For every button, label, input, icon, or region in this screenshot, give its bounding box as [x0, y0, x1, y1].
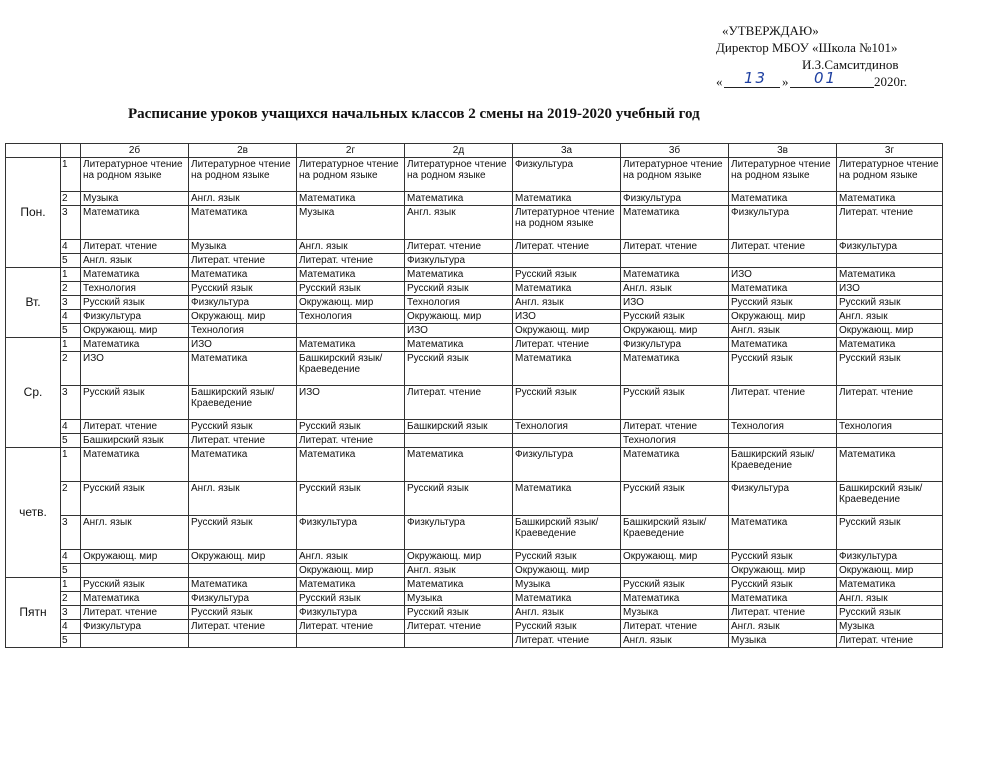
lesson-cell: Литерат. чтение — [297, 254, 405, 268]
lesson-row — [6, 338, 943, 352]
lesson-cell: Русский язык — [837, 296, 943, 310]
lesson-number: 5 — [61, 564, 81, 578]
lesson-row — [6, 268, 943, 282]
lesson-number: 5 — [61, 634, 81, 648]
lesson-cell: Физкультура — [405, 254, 513, 268]
lesson-cell: Музыка — [297, 206, 405, 240]
lesson-cell: Математика — [729, 192, 837, 206]
lesson-cell: Англ. язык — [405, 564, 513, 578]
lesson-cell: Математика — [297, 338, 405, 352]
date-underline — [790, 87, 874, 88]
lesson-cell: Русский язык — [621, 386, 729, 420]
lesson-cell: Математика — [81, 592, 189, 606]
lesson-cell: Математика — [729, 516, 837, 550]
lesson-cell: Англ. язык — [297, 550, 405, 564]
date-underline — [724, 87, 780, 88]
day-label: Вт. — [6, 268, 61, 338]
lesson-row — [6, 634, 943, 648]
lesson-row — [6, 516, 943, 550]
lesson-cell: Русский язык — [405, 282, 513, 296]
lesson-number: 2 — [61, 282, 81, 296]
lesson-cell: Литературное чтение на родном языке — [729, 158, 837, 192]
lesson-cell: Русский язык — [729, 296, 837, 310]
lesson-cell: Математика — [837, 338, 943, 352]
lesson-cell: Математика — [837, 268, 943, 282]
lesson-cell: Физкультура — [837, 550, 943, 564]
lesson-cell: Русский язык — [729, 352, 837, 386]
lesson-cell: Литерат. чтение — [189, 620, 297, 634]
lesson-cell: Математика — [189, 206, 297, 240]
lesson-cell: Литерат. чтение — [729, 386, 837, 420]
lesson-cell: Литерат. чтение — [81, 240, 189, 254]
class-header: 2д — [405, 144, 513, 158]
lesson-cell: Математика — [621, 448, 729, 482]
lesson-cell: Литературное чтение на родном языке — [405, 158, 513, 192]
lesson-number: 1 — [61, 338, 81, 352]
lesson-cell: Башкирский язык/ Краеведение — [837, 482, 943, 516]
lesson-cell: Математика — [621, 268, 729, 282]
lesson-cell: Математика — [621, 206, 729, 240]
lesson-cell: Литерат. чтение — [81, 420, 189, 434]
lesson-cell: Математика — [837, 578, 943, 592]
lesson-cell: Литерат. чтение — [405, 386, 513, 420]
lesson-cell: Литературное чтение на родном языке — [81, 158, 189, 192]
lesson-cell: Англ. язык — [837, 592, 943, 606]
lesson-row — [6, 282, 943, 296]
lesson-cell — [729, 434, 837, 448]
lesson-cell: Англ. язык — [621, 634, 729, 648]
lesson-cell — [81, 564, 189, 578]
lesson-cell: Русский язык — [837, 606, 943, 620]
lesson-cell: Математика — [297, 268, 405, 282]
lesson-cell: Физкультура — [513, 158, 621, 192]
class-header: 3г — [837, 144, 943, 158]
lesson-number: 3 — [61, 206, 81, 240]
lesson-cell: Физкультура — [621, 338, 729, 352]
page-title: Расписание уроков учащихся начальных классов 2 смены на 2019-2020 учебный год — [128, 106, 700, 122]
lesson-cell — [405, 434, 513, 448]
lesson-cell: Русский язык — [189, 606, 297, 620]
lesson-cell: Литерат. чтение — [621, 620, 729, 634]
lesson-cell: Окружающ. мир — [81, 324, 189, 338]
lesson-cell: Математика — [405, 268, 513, 282]
corner-cell — [6, 144, 61, 158]
lesson-cell: Технология — [837, 420, 943, 434]
lesson-row — [6, 578, 943, 592]
lesson-cell: ИЗО — [621, 296, 729, 310]
lesson-cell: Математика — [405, 192, 513, 206]
lesson-cell — [621, 254, 729, 268]
lesson-cell: Математика — [297, 448, 405, 482]
lesson-number: 1 — [61, 448, 81, 482]
approval-director: Директор МБОУ «Школа №101» — [716, 40, 898, 55]
lesson-cell: Математика — [513, 282, 621, 296]
lesson-cell: Математика — [513, 192, 621, 206]
lesson-cell: Башкирский язык/ Краеведение — [729, 448, 837, 482]
lesson-cell: Башкирский язык/ Краеведение — [189, 386, 297, 420]
lesson-row — [6, 254, 943, 268]
lesson-number: 5 — [61, 324, 81, 338]
lesson-cell: Башкирский язык/ Краеведение — [513, 516, 621, 550]
lesson-cell: Литерат. чтение — [297, 434, 405, 448]
lesson-cell — [81, 634, 189, 648]
lesson-cell — [297, 634, 405, 648]
lesson-cell: ИЗО — [837, 282, 943, 296]
lesson-cell: Англ. язык — [729, 620, 837, 634]
lesson-cell: Музыка — [405, 592, 513, 606]
lesson-row — [6, 420, 943, 434]
lesson-cell: Математика — [513, 482, 621, 516]
date-month: 01 — [814, 69, 838, 87]
class-header: 3б — [621, 144, 729, 158]
lesson-cell: Русский язык — [621, 310, 729, 324]
approval-stamp — [716, 22, 956, 91]
lesson-cell: Русский язык — [837, 352, 943, 386]
lesson-number: 1 — [61, 158, 81, 192]
approval-name: И.З.Самситдинов — [802, 57, 899, 72]
class-header: 3а — [513, 144, 621, 158]
lesson-cell: Математика — [513, 352, 621, 386]
lesson-cell: Окружающ. мир — [837, 324, 943, 338]
class-header: 3в — [729, 144, 837, 158]
lesson-cell: Окружающ. мир — [189, 550, 297, 564]
lesson-cell: Технология — [729, 420, 837, 434]
lesson-cell: Окружающ. мир — [729, 310, 837, 324]
lesson-cell: Англ. язык — [189, 482, 297, 516]
lesson-cell: Литерат. чтение — [837, 386, 943, 420]
lesson-row — [6, 310, 943, 324]
lesson-cell: ИЗО — [81, 352, 189, 386]
lesson-row — [6, 158, 943, 192]
lesson-cell: Литературное чтение на родном языке — [513, 206, 621, 240]
date-open-quote: « — [716, 74, 723, 89]
lesson-cell: Окружающ. мир — [405, 310, 513, 324]
lesson-cell: Англ. язык — [837, 310, 943, 324]
lesson-row — [6, 448, 943, 482]
lesson-number: 4 — [61, 620, 81, 634]
lesson-cell — [513, 254, 621, 268]
lesson-cell: Русский язык — [621, 578, 729, 592]
lesson-cell: Математика — [297, 578, 405, 592]
lesson-cell: Окружающ. мир — [729, 564, 837, 578]
lesson-cell: Окружающ. мир — [621, 550, 729, 564]
lesson-number: 2 — [61, 352, 81, 386]
lesson-cell: ИЗО — [513, 310, 621, 324]
lesson-number: 3 — [61, 516, 81, 550]
lesson-cell: ИЗО — [405, 324, 513, 338]
date-day: 13 — [744, 69, 768, 87]
lesson-cell: Технология — [405, 296, 513, 310]
day-label: Ср. — [6, 338, 61, 448]
lesson-cell: Музыка — [189, 240, 297, 254]
schedule-table — [5, 143, 943, 648]
lesson-number: 2 — [61, 592, 81, 606]
lesson-cell: Физкультура — [297, 606, 405, 620]
lesson-cell: Англ. язык — [81, 254, 189, 268]
lesson-cell: Русский язык — [81, 578, 189, 592]
lesson-row — [6, 296, 943, 310]
lesson-cell: Русский язык — [837, 516, 943, 550]
lesson-cell: Англ. язык — [81, 516, 189, 550]
day-label: Пон. — [6, 158, 61, 268]
lesson-cell: Технология — [513, 420, 621, 434]
lesson-cell: Литерат. чтение — [189, 254, 297, 268]
lesson-cell: Русский язык — [513, 620, 621, 634]
lesson-cell: Англ. язык — [513, 296, 621, 310]
lesson-cell: Окружающ. мир — [297, 564, 405, 578]
class-header: 2б — [81, 144, 189, 158]
lesson-cell: Русский язык — [297, 420, 405, 434]
lesson-cell: Англ. язык — [513, 606, 621, 620]
lesson-cell: Башкирский язык/ Краеведение — [297, 352, 405, 386]
lesson-cell: Физкультура — [81, 310, 189, 324]
lesson-cell: ИЗО — [729, 268, 837, 282]
lesson-row — [6, 482, 943, 516]
lesson-cell: Русский язык — [81, 386, 189, 420]
lesson-cell: Русский язык — [189, 420, 297, 434]
lesson-cell: Математика — [189, 448, 297, 482]
lesson-cell: Математика — [81, 448, 189, 482]
lesson-cell — [405, 634, 513, 648]
lesson-number: 4 — [61, 550, 81, 564]
class-header: 2г — [297, 144, 405, 158]
lesson-cell: Музыка — [81, 192, 189, 206]
lesson-cell: Окружающ. мир — [297, 296, 405, 310]
lesson-cell: Англ. язык — [189, 192, 297, 206]
lesson-cell: Музыка — [837, 620, 943, 634]
lesson-cell: Технология — [297, 310, 405, 324]
lesson-row — [6, 386, 943, 420]
day-label: Пятн — [6, 578, 61, 648]
lesson-cell: Русский язык — [513, 268, 621, 282]
header-row — [6, 144, 943, 158]
lesson-cell: Литерат. чтение — [837, 206, 943, 240]
lesson-cell: Литерат. чтение — [729, 240, 837, 254]
lesson-cell: Физкультура — [189, 296, 297, 310]
lesson-cell: Русский язык — [513, 386, 621, 420]
lesson-cell: Англ. язык — [297, 240, 405, 254]
lesson-cell: Англ. язык — [621, 282, 729, 296]
lesson-cell — [837, 434, 943, 448]
lesson-cell: Математика — [837, 448, 943, 482]
lesson-row — [6, 592, 943, 606]
lesson-cell — [837, 254, 943, 268]
lesson-cell: Окружающ. мир — [513, 564, 621, 578]
lesson-row — [6, 550, 943, 564]
class-header: 2в — [189, 144, 297, 158]
lesson-cell: Технология — [621, 434, 729, 448]
approval-date-line — [716, 69, 956, 91]
lesson-cell — [189, 564, 297, 578]
lesson-cell: Физкультура — [81, 620, 189, 634]
lesson-row — [6, 606, 943, 620]
lesson-cell: Математика — [405, 448, 513, 482]
lesson-number: 5 — [61, 254, 81, 268]
lesson-number: 2 — [61, 192, 81, 206]
lesson-cell: Литературное чтение на родном языке — [297, 158, 405, 192]
lesson-cell: Математика — [189, 268, 297, 282]
lesson-cell: Математика — [405, 578, 513, 592]
lesson-cell: Математика — [405, 338, 513, 352]
lesson-cell: Математика — [297, 192, 405, 206]
lesson-cell: Технология — [189, 324, 297, 338]
date-close-quote: » — [782, 74, 789, 89]
lesson-cell: Физкультура — [729, 482, 837, 516]
lesson-row — [6, 434, 943, 448]
lesson-cell: Башкирский язык/ Краеведение — [621, 516, 729, 550]
lesson-cell: Технология — [81, 282, 189, 296]
lesson-number: 3 — [61, 386, 81, 420]
corner-cell — [61, 144, 81, 158]
lesson-cell: Математика — [189, 578, 297, 592]
lesson-number: 4 — [61, 310, 81, 324]
lesson-cell: Литерат. чтение — [729, 606, 837, 620]
lesson-cell: Математика — [729, 592, 837, 606]
lesson-cell: Литерат. чтение — [405, 620, 513, 634]
lesson-number: 1 — [61, 578, 81, 592]
lesson-cell: Литературное чтение на родном языке — [189, 158, 297, 192]
lesson-cell: Математика — [621, 592, 729, 606]
lesson-cell: Литературное чтение на родном языке — [621, 158, 729, 192]
lesson-cell: Математика — [81, 338, 189, 352]
lesson-cell: Физкультура — [729, 206, 837, 240]
lesson-cell: Русский язык — [297, 592, 405, 606]
lesson-cell: ИЗО — [189, 338, 297, 352]
lesson-cell: Литерат. чтение — [621, 240, 729, 254]
lesson-cell: Окружающ. мир — [189, 310, 297, 324]
lesson-cell: Математика — [729, 282, 837, 296]
lesson-cell: Музыка — [729, 634, 837, 648]
lesson-number: 1 — [61, 268, 81, 282]
lesson-cell — [189, 634, 297, 648]
lesson-cell: Окружающ. мир — [837, 564, 943, 578]
lesson-cell: Математика — [621, 352, 729, 386]
lesson-cell: Русский язык — [729, 578, 837, 592]
lesson-cell: Математика — [729, 338, 837, 352]
lesson-cell: Музыка — [513, 578, 621, 592]
lesson-cell: Башкирский язык — [405, 420, 513, 434]
lesson-cell: Музыка — [621, 606, 729, 620]
lesson-row — [6, 240, 943, 254]
lesson-cell: Русский язык — [513, 550, 621, 564]
lesson-cell: Математика — [81, 268, 189, 282]
lesson-number: 3 — [61, 296, 81, 310]
lesson-row — [6, 564, 943, 578]
lesson-cell: Физкультура — [513, 448, 621, 482]
lesson-row — [6, 620, 943, 634]
day-label: четв. — [6, 448, 61, 578]
lesson-row — [6, 324, 943, 338]
lesson-cell: Математика — [81, 206, 189, 240]
lesson-cell: Русский язык — [189, 516, 297, 550]
lesson-cell: Русский язык — [729, 550, 837, 564]
date-year: 2020г. — [874, 74, 908, 89]
lesson-cell: Русский язык — [189, 282, 297, 296]
lesson-cell: Русский язык — [405, 482, 513, 516]
lesson-cell — [729, 254, 837, 268]
lesson-cell: Литературное чтение на родном языке — [837, 158, 943, 192]
lesson-cell: Математика — [837, 192, 943, 206]
lesson-cell: Русский язык — [621, 482, 729, 516]
lesson-number: 3 — [61, 606, 81, 620]
lesson-row — [6, 352, 943, 386]
lesson-cell: Русский язык — [81, 296, 189, 310]
lesson-cell: Окружающ. мир — [621, 324, 729, 338]
lesson-number: 5 — [61, 434, 81, 448]
lesson-row — [6, 192, 943, 206]
lesson-cell: Англ. язык — [405, 206, 513, 240]
lesson-cell: Литерат. чтение — [189, 434, 297, 448]
lesson-cell: Литерат. чтение — [81, 606, 189, 620]
lesson-cell: Окружающ. мир — [405, 550, 513, 564]
lesson-cell: Литерат. чтение — [513, 634, 621, 648]
lesson-row — [6, 206, 943, 240]
lesson-cell: Литерат. чтение — [621, 420, 729, 434]
lesson-cell — [297, 324, 405, 338]
lesson-cell: Русский язык — [405, 352, 513, 386]
lesson-cell: Математика — [513, 592, 621, 606]
lesson-cell: Физкультура — [189, 592, 297, 606]
lesson-cell: Окружающ. мир — [81, 550, 189, 564]
lesson-cell: Башкирский язык — [81, 434, 189, 448]
lesson-cell — [621, 564, 729, 578]
lesson-cell: Русский язык — [297, 282, 405, 296]
lesson-cell: ИЗО — [297, 386, 405, 420]
lesson-cell: Литерат. чтение — [297, 620, 405, 634]
lesson-number: 4 — [61, 420, 81, 434]
lesson-number: 4 — [61, 240, 81, 254]
lesson-number: 2 — [61, 482, 81, 516]
approval-heading: «УТВЕРЖДАЮ» — [722, 23, 819, 38]
lesson-cell: Литерат. чтение — [513, 240, 621, 254]
lesson-cell: Литерат. чтение — [513, 338, 621, 352]
lesson-cell: Математика — [189, 352, 297, 386]
lesson-cell — [513, 434, 621, 448]
lesson-cell: Англ. язык — [729, 324, 837, 338]
lesson-cell: Литерат. чтение — [837, 634, 943, 648]
lesson-cell: Физкультура — [297, 516, 405, 550]
lesson-cell: Физкультура — [837, 240, 943, 254]
lesson-cell: Русский язык — [81, 482, 189, 516]
lesson-cell: Русский язык — [297, 482, 405, 516]
lesson-cell: Физкультура — [621, 192, 729, 206]
lesson-cell: Физкультура — [405, 516, 513, 550]
lesson-cell: Окружающ. мир — [513, 324, 621, 338]
lesson-cell: Русский язык — [405, 606, 513, 620]
lesson-cell: Литерат. чтение — [405, 240, 513, 254]
